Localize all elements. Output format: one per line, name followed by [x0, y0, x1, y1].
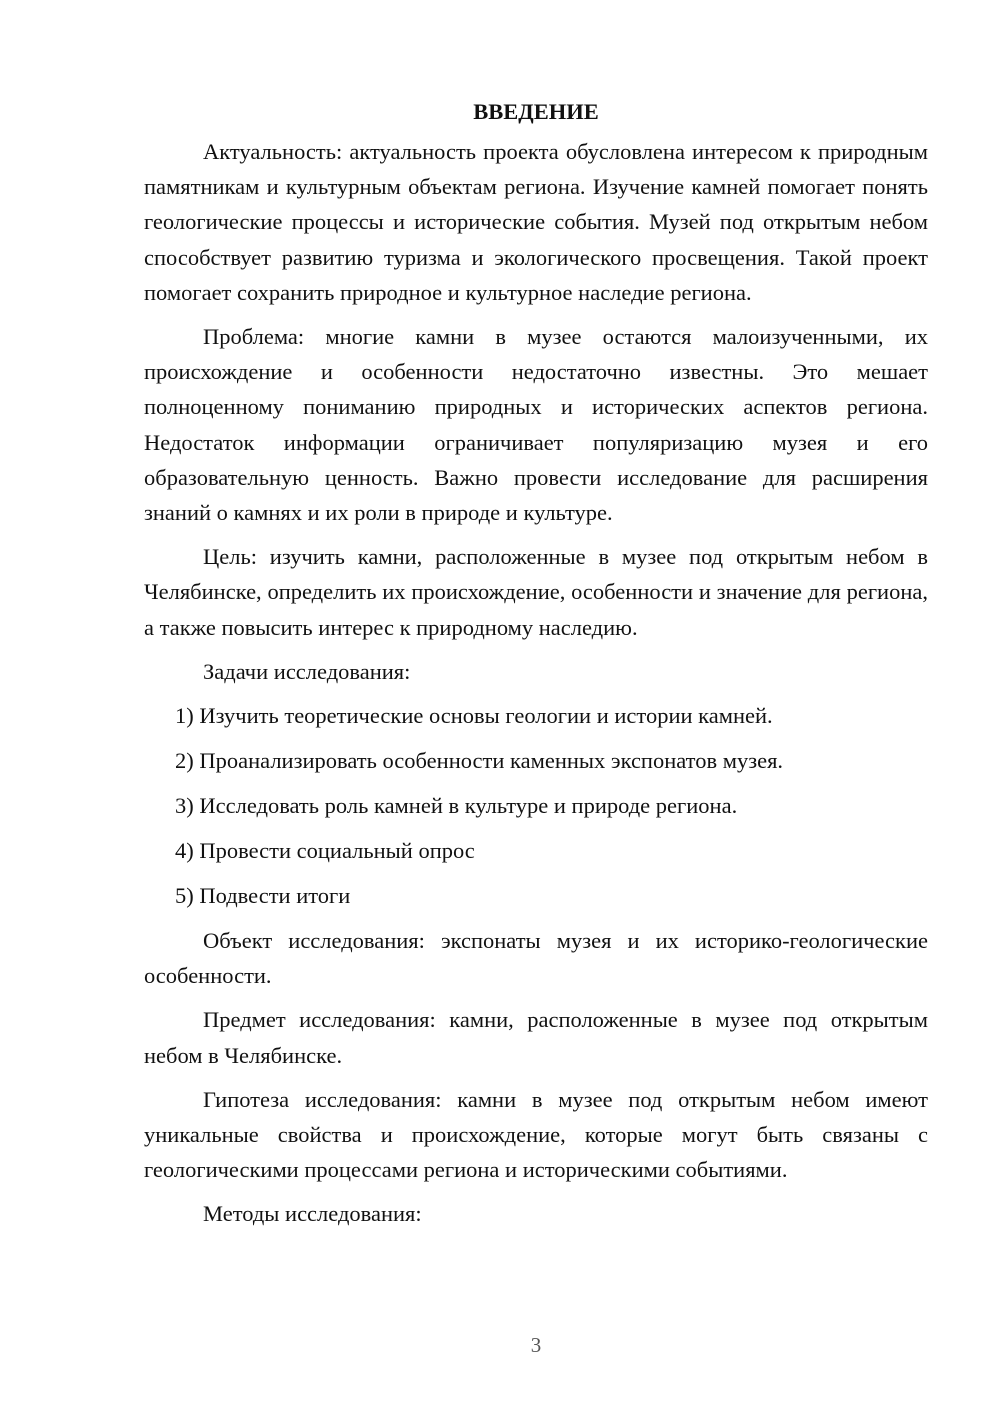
document-page — [144, 94, 928, 1241]
paragraph-methods: Методы исследования: — [203, 1201, 422, 1227]
paragraph-hypothesis: Гипотеза исследования: камни в музее под открытым небом имеют уникальные свойства и происхождение, которые могут быть связаны с геологическими процессами региона и историческими событиями. — [144, 1086, 928, 1183]
page-number: 3 — [530, 1333, 542, 1357]
task-item-4: 4) Провести социальный опрос — [175, 838, 475, 864]
paragraph-goal: Цель: изучить камни, расположенные в музее под открытым небом в Челябинске, определить их происхождение, особенности и значение для региона, а также повысить интерес к природному наследию. — [144, 544, 928, 640]
paragraph-relevance: Актуальность: актуальность проекта обусловлена интересом к природным памятникам и культурным объектам региона. Изучение камней помогает понять геологические процессы и исторические события. Музей под открытым небом способствует развитию туризма и экологического просвещения. Такой проект помогает сохранить природное и культурное наследие региона. — [144, 139, 928, 305]
task-item-2: 2) Проанализировать особенности каменных экспонатов музея. — [175, 748, 784, 774]
tasks-heading: Задачи исследования: — [203, 658, 411, 684]
paragraph-problem: Проблема: многие камни в музее остаются малоизученными, их происхождение и особенности недостаточно известны. Это мешает полноценному пониманию природных и исторических аспектов региона. Недостаток информации ограничивает популяризацию музея и его образовательную ценность. Важно провести исследование для расширения знаний о камнях и их роли в природе и культуре. — [144, 324, 928, 526]
paragraph-subject: Предмет исследования: камни, расположенные в музее под открытым небом в Челябинске. — [144, 1007, 928, 1068]
task-item-1: 1) Изучить теоретические основы геологии и истории камней. — [175, 703, 773, 729]
task-item-5: 5) Подвести итоги — [175, 883, 351, 909]
paragraph-object: Объект исследования: экспонаты музея и их историко-геологические особенности. — [144, 928, 928, 989]
section-title: ВВЕДЕНИЕ — [473, 99, 599, 124]
task-list — [144, 698, 928, 913]
task-item-3: 3) Исследовать роль камней в культуре и природе региона. — [175, 793, 738, 819]
